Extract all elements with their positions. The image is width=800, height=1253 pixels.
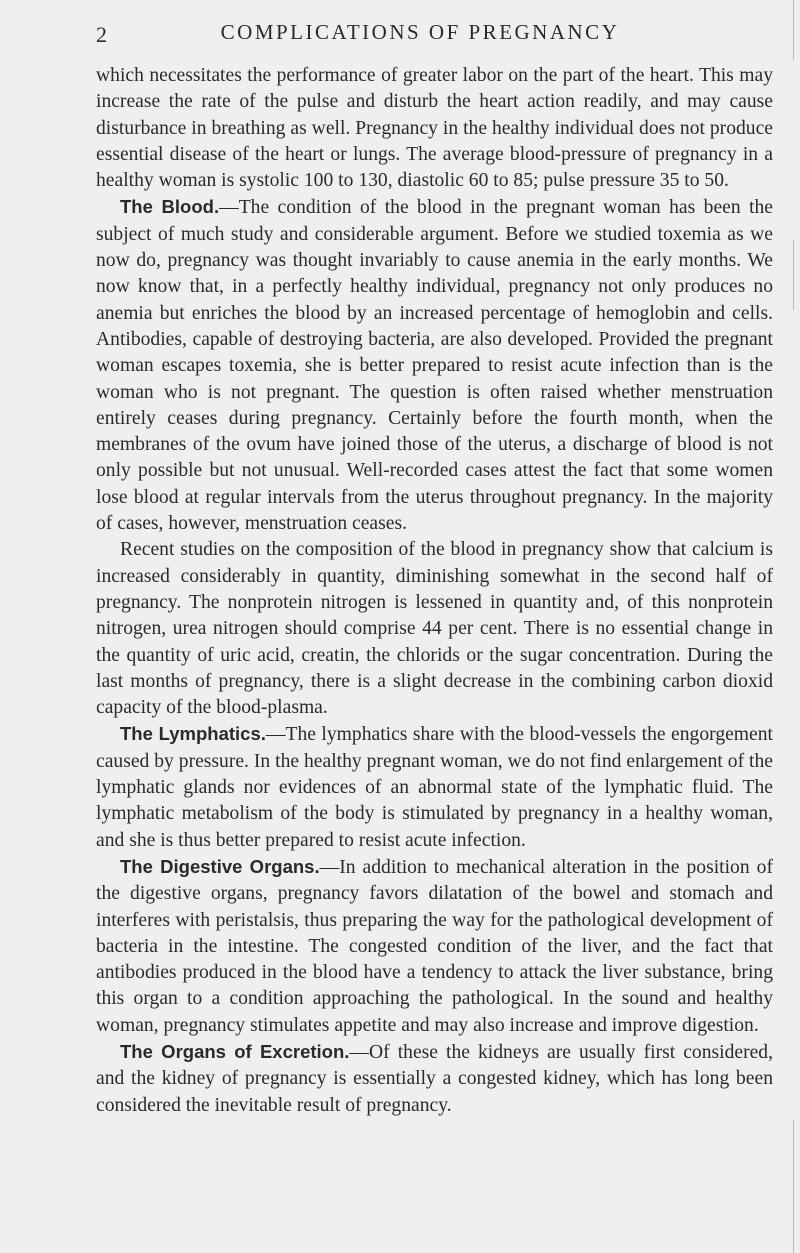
scan-edge-line (793, 1120, 794, 1253)
paragraph-digestive-organs (96, 854, 773, 1039)
paragraph-text: Recent studies on the composition of the blood in pregnancy show that calcium is increased considerably in quantity, diminishing somewhat in the second half of pregnancy. The nonprotein nitrogen is lessened in quantity and, of this nonprotein nitrogen, urea nitrogen should comprise 44 per cent. There is no essential change in the quantity of uric acid, creatin, the chlorids or the sugar concentration. During the last months of pregnancy, there is a slight decrease in the combining carbon dioxid capacity of the blood-plasma. (96, 539, 773, 719)
section-heading-blood: The Blood. (120, 196, 220, 218)
paragraph-heart-continuation (96, 63, 773, 194)
page-number: 2 (96, 22, 108, 47)
paragraph-organs-of-excretion (96, 1039, 773, 1119)
section-heading-lymphatics: The Lymphatics. (120, 723, 266, 745)
paragraph-text: —Of these the kidneys are usually first considered, and the kidney of pregnancy is essentially a congested kidney, which has long been considered the inevitable result of pregnancy. (96, 1041, 773, 1116)
paragraph-text: which necessitates the performance of greater labor on the part of the heart. This may increase the rate of the pulse and disturb the heart action readily, and may cause disturbance in breathing as well. Pregnancy in the healthy individual does not produce essential disease of the heart or lungs. The average blood-pressure of pregnancy in a healthy woman is systolic 100 to 130, diastolic 60 to 85; pulse pressure 35 to 50. (96, 65, 773, 192)
scan-edge-line (793, 240, 794, 310)
body-text (96, 63, 773, 1119)
paragraph-text: —In addition to mechanical alteration in the position of the digestive organs, pregnancy favors dilatation of the bowel and stomach and interferes with peristalsis, thus preparing the way for the pathological development of bacteria in the intestine. The congested condition of the liver, and the fact that antibodies produced in the blood have a tendency to attack the liver substance, bring this organ to a condition approaching the pathological. In the sound and healthy woman, pregnancy stimulates appetite and may also increase and improve digestion. (96, 856, 773, 1036)
scan-edge-line (793, 0, 794, 60)
paragraph-text: —The condition of the blood in the pregnant woman has been the subject of much study and considerable argument. Before we studied toxemia as we now do, pregnancy was thought invariably to cause anemia in the early months. We now know that, in a perfectly healthy individual, pregnancy not only produces no anemia but enriches the blood by an increased percentage of hemoglobin and cells. Antibodies, capable of destroying bacteria, are also developed. Provided the pregnant woman escapes toxemia, she is better prepared to resist acute infection than is the woman who is not pregnant. The question is often raised whether menstruation entirely ceases during pregnancy. Certainly before the fourth month, when the membranes of the ovum have joined those of the uterus, a discharge of blood is not only possible but not unusual. Well-recorded cases attest the fact that some women lose blood at regular intervals from the uterus throughout pregnancy. In the majority of cases, however, menstruation ceases. (96, 197, 774, 535)
paragraph-blood-composition (96, 537, 773, 721)
section-heading-organs-of-excretion: The Organs of Excretion. (120, 1040, 350, 1062)
paragraph-text: —The lymphatics share with the blood-vessels the engorgement caused by pressure. In the healthy pregnant woman, we do not find enlargement of the lymphatic glands nor evidences of an abnormal state of the lymphatic fluid. The lymphatic metabolism of the body is stimulated by pregnancy in a healthy woman, and she is thus better prepared to resist acute infection. (96, 724, 773, 851)
running-title: COMPLICATIONS OF PREGNANCY (220, 20, 620, 44)
paragraph-lymphatics (96, 721, 773, 853)
section-heading-digestive-organs: The Digestive Organs. (120, 855, 320, 877)
paragraph-blood (96, 194, 773, 537)
